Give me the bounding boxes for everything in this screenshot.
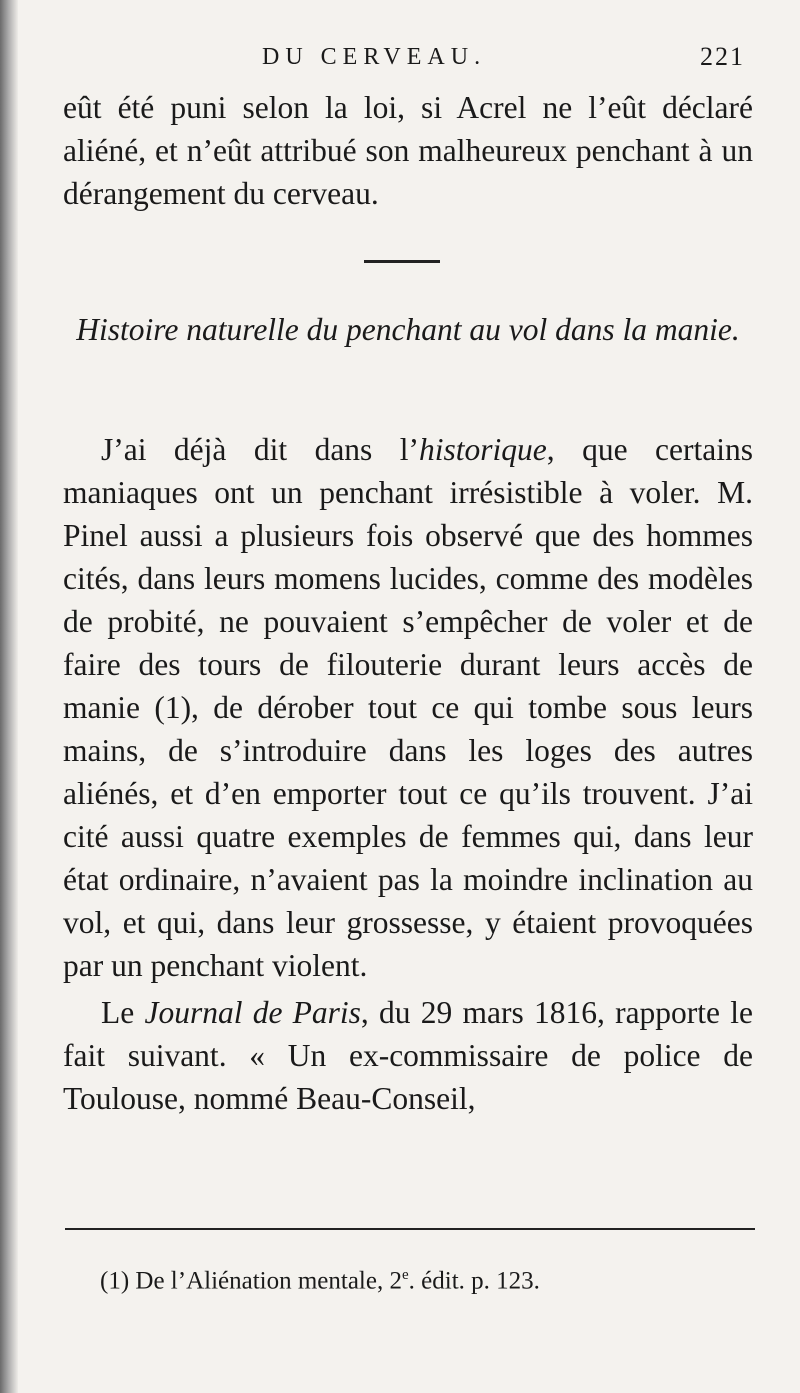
paragraph-1 [63,428,753,987]
paragraph-2-start: Le [101,995,145,1030]
section-divider [364,260,440,263]
footnote-text-end: . édit. p. 123. [408,1267,540,1295]
continued-paragraph [63,86,753,215]
paragraph-2-rest: , du 29 mars 1816, rapporte le fait suivant. « Un ex-commissaire de police de Toulouse, nommé Beau-Conseil, [63,995,753,1116]
page-gutter-shadow [0,0,18,1393]
paragraph-1-start: J’ai déjà dit dans l’ [101,432,420,467]
footnote-superscript: e [401,1267,409,1283]
paragraph-1-rest: , que certains maniaques ont un penchant irrésistible à voler. M. Pinel aussi a plusieurs fois observé que des hommes cités, dans leurs momens lucides, comme des modèles de probité, ne pouvaient s’empêcher de voler et de faire des tours de filouterie durant leurs accès de manie (1), de dérober tout ce qui tombe sous leurs mains, de s’introduire dans les loges des autres aliénés, et d’en emporter tout ce qu’ils trouvent. J’ai cité aussi quatre exemples de femmes qui, dans leur état ordinaire, n’avaient pas la moindre inclination au vol, et qui, dans leur grossesse, y étaient provoquées par un penchant violent. [63,432,753,983]
page-number: 221 [700,42,745,71]
section-heading: Histoire naturelle du penchant au vol dans la manie. [76,312,740,347]
paragraph-1-italic: historique [419,432,547,467]
body-text [63,428,753,1120]
running-head [0,36,800,76]
paragraph-2-italic: Journal de Paris [144,995,361,1030]
paragraph-2 [63,991,753,1120]
running-title: DU CERVEAU. [262,44,487,70]
paragraph-text: eût été puni selon la loi, si Acrel ne l’eût déclaré aliéné, et n’eût attribué son malheureux penchant à un dérangement du cerveau. [63,90,753,211]
footnote-text-start: (1) De l’Aliénation mentale, 2 [100,1267,402,1295]
footnote-rule [65,1228,755,1230]
footnote [100,1258,540,1298]
